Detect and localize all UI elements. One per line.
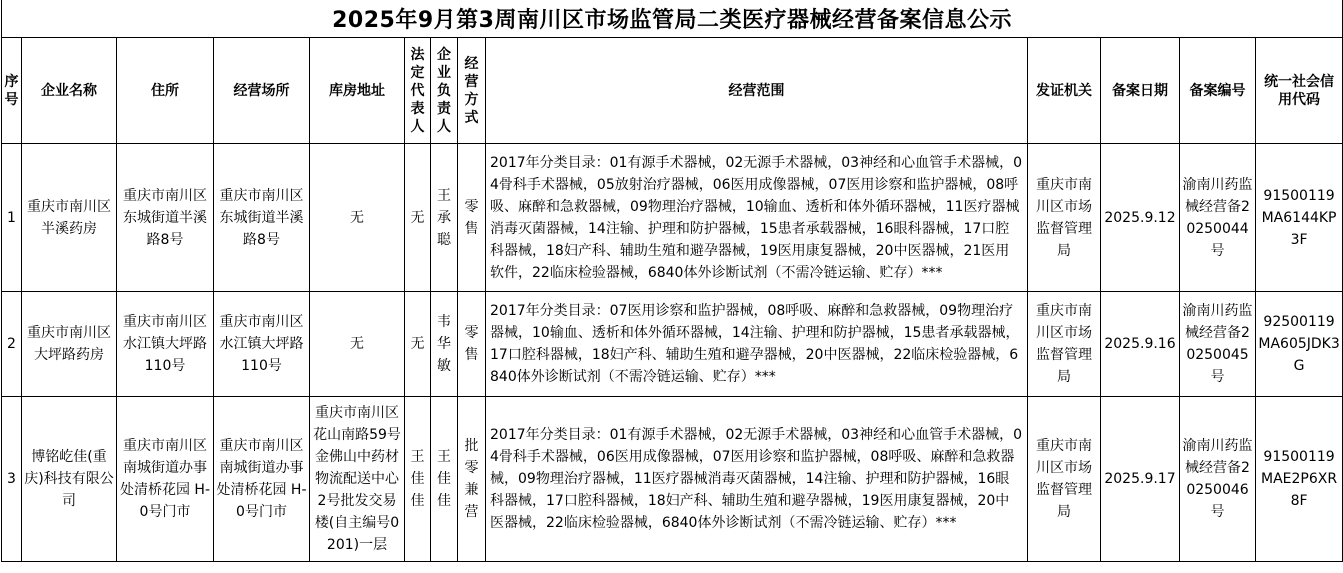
cell-record-no: 渝南川药监械经营备20250045号: [1180, 292, 1256, 397]
table-row: [2, 292, 1343, 397]
cell-seq: 2: [2, 292, 22, 397]
header-scope: 经营范围: [486, 38, 1028, 144]
header-mode: 经营方式: [458, 38, 486, 144]
cell-seq: 3: [2, 397, 22, 562]
cell-residence: 重庆市南川区水江镇大坪路110号: [117, 292, 214, 397]
cell-principal: 王承聪: [431, 144, 458, 292]
cell-credit-code: 92500119MA605JDK3G: [1256, 292, 1343, 397]
cell-legal-rep: 王佳佳: [405, 397, 431, 562]
cell-premises: 重庆市南川区东城街道半溪路8号: [214, 144, 310, 292]
record-table: [1, 0, 1343, 562]
cell-name: 重庆市南川区大坪路药房: [22, 292, 117, 397]
cell-mode: 零售: [458, 144, 486, 292]
header-seq: 序号: [2, 38, 22, 144]
header-credit-code: 统一社会信用代码: [1256, 38, 1343, 144]
header-residence: 住所: [117, 38, 214, 144]
cell-premises: 重庆市南川区南城街道办事处清桥花园 H-0号门市: [214, 397, 310, 562]
cell-residence: 重庆市南川区南城街道办事处清桥花园 H-0号门市: [117, 397, 214, 562]
cell-record-no: 渝南川药监械经营备20250046号: [1180, 397, 1256, 562]
cell-premises: 重庆市南川区水江镇大坪路110号: [214, 292, 310, 397]
cell-mode: 批零兼营: [458, 397, 486, 562]
cell-warehouse: 重庆市南川区花山南路59号金佛山中药材物流配送中心2号批发交易楼(自主编号0201)一层: [310, 397, 405, 562]
header-name: 企业名称: [22, 38, 117, 144]
cell-record-no: 渝南川药监械经营备20250044号: [1180, 144, 1256, 292]
header-warehouse: 库房地址: [310, 38, 405, 144]
header-date: 备案日期: [1101, 38, 1180, 144]
cell-credit-code: 91500119MA6144KP3F: [1256, 144, 1343, 292]
header-authority: 发证机关: [1028, 38, 1101, 144]
table-header-row: [2, 38, 1343, 144]
cell-scope: 2017年分类目录：07医用诊察和监护器械，08呼吸、麻醉和急救器械，09物理治疗器械，10输血、透析和体外循环器械，14注输、护理和防护器械，15患者承载器械，17口腔科器械，18妇产科、辅助生殖和避孕器械，20中医器械，22临床检验器械，6840体外诊断试剂（不需冷链运输、贮存）***: [486, 292, 1028, 397]
cell-authority: 重庆市南川区市场监督管理局: [1028, 397, 1101, 562]
cell-residence: 重庆市南川区东城街道半溪路8号: [117, 144, 214, 292]
cell-authority: 重庆市南川区市场监督管理局: [1028, 292, 1101, 397]
cell-authority: 重庆市南川区市场监督管理局: [1028, 144, 1101, 292]
cell-date: 2025.9.16: [1101, 292, 1180, 397]
header-premises: 经营场所: [214, 38, 310, 144]
cell-credit-code: 91500119MAE2P6XR8F: [1256, 397, 1343, 562]
cell-name: 博铭屹佳(重庆)科技有限公司: [22, 397, 117, 562]
cell-warehouse: 无: [310, 144, 405, 292]
cell-scope: 2017年分类目录：01有源手术器械，02无源手术器械，03神经和心血管手术器械，04骨科手术器械，06医用成像器械，07医用诊察和监护器械，08呼吸、麻醉和急救器械，09物理治疗器械，11医疗器械消毒灭菌器械，14注输、护理和防护器械，16眼科器械，17口腔科器械，18妇产科、辅助生殖和避孕器械，19医用康复器械，20中医器械，22临床检验器械，6840体外诊断试剂（不需冷链运输、贮存）***: [486, 397, 1028, 562]
header-principal: 企业负责人: [431, 38, 458, 144]
table-row: [2, 144, 1343, 292]
table-row: [2, 397, 1343, 562]
header-legal-rep: 法定代表人: [405, 38, 431, 144]
page-title: 2025年9月第3周南川区市场监管局二类医疗器械经营备案信息公示: [2, 0, 1343, 38]
header-record-no: 备案编号: [1180, 38, 1256, 144]
cell-mode: 零售: [458, 292, 486, 397]
cell-date: 2025.9.17: [1101, 397, 1180, 562]
cell-scope: 2017年分类目录：01有源手术器械，02无源手术器械，03神经和心血管手术器械，04骨科手术器械，05放射治疗器械，06医用成像器械，07医用诊察和监护器械，08呼吸、麻醉和急救器械，09物理治疗器械，10输血、透析和体外循环器械，11医疗器械消毒灭菌器械，14注输、护理和防护器械，15患者承载器械，16眼科器械，17口腔科器械，18妇产科、辅助生殖和避孕器械，19医用康复器械，20中医器械，21医用软件，22临床检验器械，6840体外诊断试剂（不需冷链运输、贮存）***: [486, 144, 1028, 292]
cell-legal-rep: 无: [405, 144, 431, 292]
cell-date: 2025.9.12: [1101, 144, 1180, 292]
cell-principal: 王佳佳: [431, 397, 458, 562]
cell-name: 重庆市南川区半溪药房: [22, 144, 117, 292]
cell-warehouse: 无: [310, 292, 405, 397]
cell-legal-rep: 无: [405, 292, 431, 397]
cell-seq: 1: [2, 144, 22, 292]
cell-principal: 韦华敏: [431, 292, 458, 397]
